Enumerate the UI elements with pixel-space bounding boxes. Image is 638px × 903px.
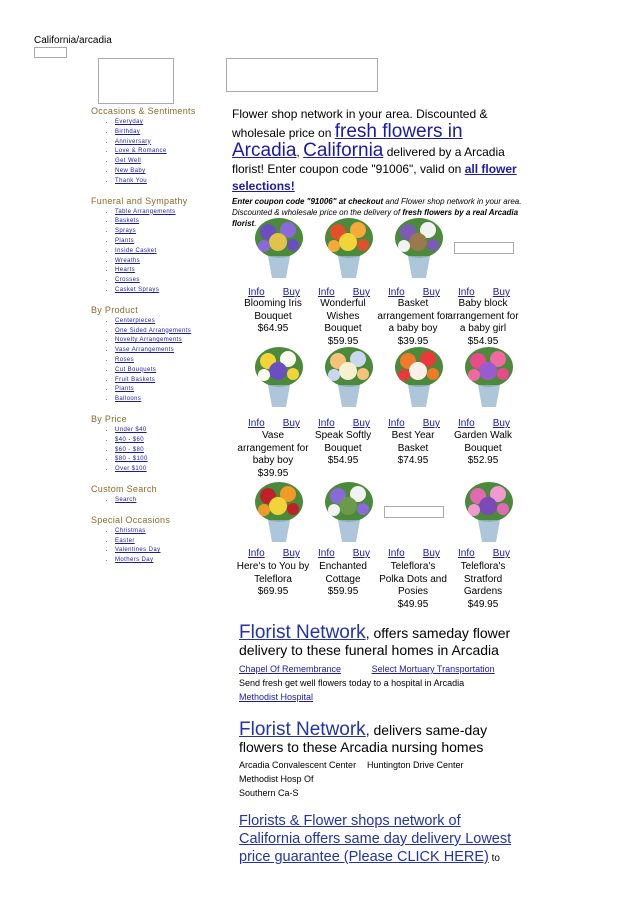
product-name-line: Basket bbox=[397, 298, 429, 309]
sidebar-item bbox=[115, 455, 221, 465]
product-price: $59.95 bbox=[327, 335, 359, 347]
sidebar-item bbox=[115, 346, 221, 356]
product-name-line: Posies bbox=[397, 586, 428, 598]
coupon-text: and Flower shop network in your area. Discounted & wholesale price on the delivery of bbox=[232, 197, 522, 217]
sidebar-list bbox=[91, 317, 221, 405]
sidebar-link[interactable]: Fruit Baskets bbox=[115, 376, 156, 383]
florist-network-link[interactable]: Florist Network bbox=[239, 622, 366, 643]
sidebar-item bbox=[115, 118, 221, 128]
sidebar-link[interactable]: Hearts bbox=[115, 267, 136, 274]
product-name-line: Speak Softly bbox=[314, 430, 372, 441]
product-name-line: Garden Walk bbox=[454, 430, 512, 441]
info-link[interactable]: Info bbox=[458, 548, 475, 559]
product-name-line: Bouquet bbox=[464, 442, 502, 454]
hospital-link[interactable]: Methodist Hospital bbox=[239, 692, 314, 702]
sidebar-link[interactable]: Plants bbox=[115, 386, 135, 393]
product-image[interactable] bbox=[320, 343, 378, 409]
sidebar-item bbox=[115, 426, 221, 436]
buy-link[interactable]: Buy bbox=[352, 548, 370, 559]
product-name-line: Cottage bbox=[325, 573, 361, 585]
info-link[interactable]: Info bbox=[458, 418, 475, 429]
sidebar-link[interactable]: Sprays bbox=[115, 228, 137, 235]
product-name-line: Wonderful bbox=[320, 298, 366, 309]
product-name-line: Here's to You by bbox=[236, 561, 310, 572]
sidebar-item bbox=[115, 376, 221, 386]
intro-sentence: Flower shop network in your area. Discounted & wholesale price on bbox=[232, 107, 488, 140]
product-image[interactable] bbox=[390, 343, 448, 409]
sidebar-list bbox=[91, 118, 221, 187]
florist-network-link[interactable]: Florist Network bbox=[239, 719, 366, 740]
product-links bbox=[388, 287, 440, 298]
product-image[interactable] bbox=[320, 478, 378, 544]
product-name bbox=[376, 430, 450, 468]
product-price: $49.95 bbox=[467, 598, 499, 610]
sidebar-link[interactable]: Centerpieces bbox=[115, 317, 156, 324]
all-flower-selections-link[interactable]: all flower selections! bbox=[232, 162, 517, 193]
product-image[interactable] bbox=[460, 343, 518, 409]
product-name-line: Stratford bbox=[463, 573, 503, 585]
product-price: $52.95 bbox=[467, 455, 499, 467]
sidebar-item bbox=[115, 276, 221, 286]
sidebar-link[interactable]: Baskets bbox=[115, 218, 140, 225]
intro-text bbox=[232, 106, 524, 229]
product-links bbox=[318, 287, 370, 298]
product-name bbox=[306, 430, 380, 468]
buy-link[interactable]: Buy bbox=[282, 548, 300, 559]
sidebar-link[interactable]: Over $100 bbox=[115, 466, 147, 473]
product-name-line: Best Year bbox=[391, 430, 435, 441]
product-name bbox=[446, 430, 520, 468]
sidebar-link[interactable]: Table Arrangements bbox=[115, 208, 176, 215]
sidebar-item bbox=[115, 227, 221, 237]
sidebar-link[interactable]: $80 - $100 bbox=[115, 456, 148, 463]
buy-link[interactable]: Buy bbox=[422, 418, 440, 429]
product-name bbox=[306, 561, 380, 599]
product-price: $54.95 bbox=[327, 455, 359, 467]
sidebar-link[interactable]: Crosses bbox=[115, 277, 140, 284]
sidebar-list bbox=[91, 496, 221, 506]
product-links bbox=[458, 287, 510, 298]
product-name-line: Teleflora's bbox=[390, 561, 436, 572]
sidebar-item bbox=[115, 327, 221, 337]
info-link[interactable]: Info bbox=[458, 287, 475, 298]
funeral-home-link[interactable]: Select Mortuary Transportation bbox=[371, 664, 495, 674]
sidebar-heading: Special Occasions bbox=[91, 514, 171, 525]
sidebar-link[interactable]: $40 - $60 bbox=[115, 436, 144, 443]
sidebar-link[interactable]: Get Well bbox=[115, 158, 142, 165]
sidebar-item bbox=[115, 527, 221, 537]
sidebar-link[interactable]: One Sided Arrangements bbox=[115, 327, 192, 334]
product-name bbox=[376, 561, 450, 611]
info-link[interactable]: Info bbox=[248, 548, 265, 559]
product-links bbox=[248, 418, 300, 429]
sidebar-item bbox=[115, 356, 221, 366]
intro-comma: , bbox=[296, 145, 300, 159]
sidebar-link[interactable]: Everyday bbox=[115, 119, 144, 125]
product-price: $64.95 bbox=[257, 323, 289, 335]
nursing-home-name: Arcadia Convalescent Center bbox=[239, 760, 357, 770]
nursing-home-name: Methodist Hosp Of Southern Ca-S bbox=[239, 774, 314, 798]
product-name bbox=[236, 561, 310, 599]
product-name bbox=[306, 298, 380, 348]
product-price: $49.95 bbox=[397, 598, 429, 610]
product-links bbox=[248, 548, 300, 559]
sidebar-heading: Custom Search bbox=[91, 483, 157, 494]
sidebar-link[interactable]: Balloons bbox=[115, 396, 142, 403]
product-name-line: Teleflora bbox=[254, 573, 292, 585]
product-name-line: Baby block bbox=[458, 298, 508, 309]
sidebar-item bbox=[115, 266, 221, 276]
product-name-line: Gardens bbox=[463, 586, 503, 598]
sidebar bbox=[91, 106, 221, 575]
sidebar-item bbox=[115, 436, 221, 446]
product-name-line: Blooming Iris bbox=[244, 298, 302, 309]
sidebar-link[interactable]: Roses bbox=[115, 356, 135, 363]
product-image[interactable] bbox=[250, 478, 308, 544]
product-price: $69.95 bbox=[257, 586, 289, 598]
sidebar-item bbox=[115, 395, 221, 405]
hospital-text: Send fresh get well flowers today to a hospital in Arcadia bbox=[239, 678, 465, 688]
sidebar-link[interactable]: Vase Arrangements bbox=[115, 347, 175, 354]
sidebar-list bbox=[91, 527, 221, 566]
sidebar-item bbox=[115, 147, 221, 157]
california-link[interactable]: California bbox=[303, 140, 384, 161]
buy-link[interactable]: Buy bbox=[352, 287, 370, 298]
footer-section bbox=[239, 812, 524, 866]
info-link[interactable]: Info bbox=[248, 287, 265, 298]
sidebar-link[interactable]: Casket Sprays bbox=[115, 286, 160, 293]
sidebar-item bbox=[115, 208, 221, 218]
buy-link[interactable]: Buy bbox=[422, 548, 440, 559]
coupon-bold-2: fresh flowers by a real Arcadia florist bbox=[232, 208, 519, 228]
info-link[interactable]: Info bbox=[318, 548, 335, 559]
sidebar-link[interactable]: Cut Bouquets bbox=[115, 366, 157, 373]
buy-link[interactable]: Buy bbox=[282, 418, 300, 429]
buy-link[interactable]: Buy bbox=[492, 418, 510, 429]
product-name-line: Basket bbox=[397, 442, 429, 454]
product-image[interactable] bbox=[390, 214, 448, 280]
banner-image[interactable] bbox=[226, 58, 378, 92]
coupon-end: . bbox=[254, 219, 257, 228]
product-links bbox=[318, 418, 370, 429]
product-image[interactable] bbox=[250, 343, 308, 409]
sidebar-heading: By Price bbox=[91, 413, 127, 424]
sidebar-link[interactable]: Easter bbox=[115, 537, 135, 544]
product-price: $59.95 bbox=[327, 586, 359, 598]
product-image[interactable] bbox=[250, 214, 308, 280]
nursing-heading-text: , delivers same-day flowers to these Arcadia nursing homes bbox=[239, 722, 488, 755]
nursing-section bbox=[239, 721, 524, 800]
buy-link[interactable]: Buy bbox=[352, 418, 370, 429]
product-links bbox=[458, 418, 510, 429]
product-links bbox=[388, 418, 440, 429]
product-name-line: Wishes bbox=[326, 310, 360, 322]
sidebar-link[interactable]: Inside Casket bbox=[115, 247, 157, 254]
buy-link[interactable]: Buy bbox=[422, 287, 440, 298]
product-image-missing[interactable] bbox=[384, 506, 444, 518]
product-name bbox=[446, 561, 520, 611]
sidebar-item bbox=[115, 465, 221, 475]
product-links bbox=[318, 548, 370, 559]
funeral-section bbox=[239, 624, 524, 704]
product-name-line: arrangement for bbox=[377, 310, 449, 322]
sidebar-item bbox=[115, 496, 221, 506]
sidebar-link[interactable]: Plants bbox=[115, 237, 135, 244]
product-price: $39.95 bbox=[257, 467, 289, 479]
sidebar-link[interactable]: Wreaths bbox=[115, 257, 141, 264]
sidebar-item bbox=[115, 446, 221, 456]
sidebar-link[interactable]: $60 - $80 bbox=[115, 446, 144, 453]
product-name-line: arrangement for bbox=[447, 310, 519, 322]
product-name bbox=[446, 298, 520, 348]
sidebar-item bbox=[115, 217, 221, 227]
product-name-line: Enchanted bbox=[319, 561, 367, 572]
product-name-line: Teleflora's bbox=[460, 561, 506, 572]
sidebar-list bbox=[91, 208, 221, 296]
product-name-line: Bouquet bbox=[254, 310, 292, 322]
product-name-line: a baby boy bbox=[388, 323, 438, 335]
sidebar-item bbox=[115, 128, 221, 138]
coupon-bold: Enter coupon code "91006" at checkout bbox=[232, 197, 384, 206]
info-link[interactable]: Info bbox=[388, 287, 405, 298]
fresh-flowers-link[interactable]: fresh flowers in Arcadia bbox=[232, 121, 463, 161]
product-name-line: Bouquet bbox=[324, 323, 362, 335]
info-link[interactable]: Info bbox=[248, 418, 265, 429]
sidebar-heading: By Product bbox=[91, 304, 139, 315]
product-name-line: arrangement for bbox=[237, 442, 309, 454]
info-link[interactable]: Info bbox=[318, 418, 335, 429]
sidebar-list bbox=[91, 426, 221, 475]
info-link[interactable]: Info bbox=[388, 548, 405, 559]
breadcrumb: California/arcadia bbox=[34, 35, 112, 46]
buy-link[interactable]: Buy bbox=[492, 287, 510, 298]
sidebar-heading: Occasions & Sentiments bbox=[91, 106, 196, 116]
sidebar-link[interactable]: New Baby bbox=[115, 167, 146, 174]
sidebar-item bbox=[115, 247, 221, 257]
sidebar-link[interactable]: Mothers Day bbox=[115, 557, 154, 564]
buy-link[interactable]: Buy bbox=[282, 287, 300, 298]
sidebar-item bbox=[115, 546, 221, 556]
sidebar-item bbox=[115, 237, 221, 247]
logo-image[interactable] bbox=[98, 58, 174, 104]
product-name bbox=[236, 430, 310, 480]
product-price: $39.95 bbox=[397, 335, 429, 347]
intro-sentence-2: delivered by a Arcadia florist! Enter coupon code "91006", valid on bbox=[232, 145, 505, 176]
product-links bbox=[458, 548, 510, 559]
product-image-missing[interactable] bbox=[454, 242, 514, 254]
product-name-line: a baby girl bbox=[459, 323, 507, 335]
funeral-heading-text: , offers sameday flower delivery to these funeral homes in Arcadia bbox=[239, 625, 511, 658]
sidebar-link[interactable]: Under $40 bbox=[115, 426, 147, 433]
network-link[interactable]: Florists & Flower shops network of California offers same day delivery Lowest price guarantee (Please CLICK HERE) bbox=[239, 813, 512, 865]
sidebar-item bbox=[115, 366, 221, 376]
footer-tail: to bbox=[488, 853, 500, 864]
sidebar-item bbox=[115, 257, 221, 267]
sidebar-item bbox=[115, 157, 221, 167]
product-name-line: Bouquet bbox=[324, 442, 362, 454]
info-link[interactable]: Info bbox=[318, 287, 335, 298]
sidebar-item bbox=[115, 556, 221, 566]
sidebar-item bbox=[115, 286, 221, 296]
buy-link[interactable]: Buy bbox=[492, 548, 510, 559]
sidebar-item bbox=[115, 177, 221, 187]
sidebar-item bbox=[115, 138, 221, 148]
sidebar-link[interactable]: Birthday bbox=[115, 128, 141, 135]
product-links bbox=[388, 548, 440, 559]
product-name bbox=[376, 298, 450, 348]
info-link[interactable]: Info bbox=[388, 418, 405, 429]
sidebar-link[interactable]: Thank You bbox=[115, 177, 147, 184]
placeholder-box bbox=[34, 47, 67, 58]
product-image[interactable] bbox=[320, 214, 378, 280]
product-name bbox=[236, 298, 310, 336]
product-image[interactable] bbox=[460, 478, 518, 544]
sidebar-item bbox=[115, 537, 221, 547]
sidebar-link[interactable]: Search bbox=[115, 496, 137, 503]
sidebar-item bbox=[115, 336, 221, 346]
nursing-home-name: Huntington Drive Center bbox=[367, 760, 464, 770]
product-name-line: baby boy bbox=[252, 455, 294, 467]
sidebar-item bbox=[115, 385, 221, 395]
funeral-home-link[interactable]: Chapel Of Remembrance bbox=[239, 664, 342, 674]
product-price: $74.95 bbox=[397, 455, 429, 467]
product-name-line: Polka Dots and bbox=[379, 573, 447, 585]
sidebar-link[interactable]: Love & Romance bbox=[115, 148, 167, 155]
sidebar-heading: Funeral and Sympathy bbox=[91, 195, 188, 206]
sidebar-link[interactable]: Anniversary bbox=[115, 138, 152, 145]
sidebar-link[interactable]: Valentines Day bbox=[115, 547, 161, 554]
sidebar-link[interactable]: Novelty Arrangements bbox=[115, 337, 183, 344]
product-name-line: Vase bbox=[261, 430, 285, 441]
product-links bbox=[248, 287, 300, 298]
sidebar-link[interactable]: Christmas bbox=[115, 527, 146, 534]
product-price: $54.95 bbox=[467, 335, 499, 347]
sidebar-item bbox=[115, 317, 221, 327]
sidebar-item bbox=[115, 167, 221, 177]
